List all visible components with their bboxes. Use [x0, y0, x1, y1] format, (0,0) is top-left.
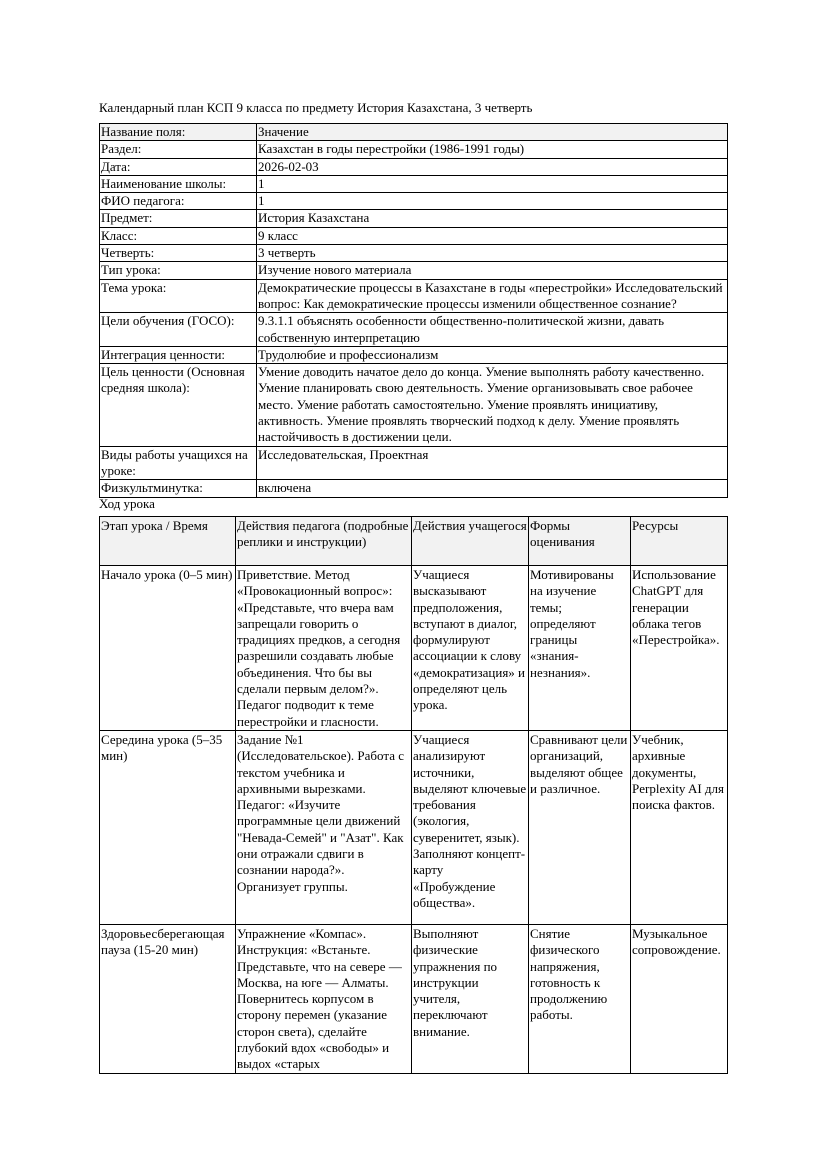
- stage-cell: Середина урока (5–35 мин): [100, 730, 236, 924]
- info-header-row: [100, 124, 728, 141]
- info-field: Наименование школы:: [100, 175, 257, 192]
- lesson-info-table: [99, 123, 728, 498]
- lesson-flow-table: [99, 516, 728, 1074]
- lesson-row-start: [100, 566, 728, 731]
- info-field: Цели обучения (ГОСО):: [100, 313, 257, 347]
- info-field: Виды работы учащихся на уроке:: [100, 446, 257, 480]
- student-actions-cell: Выполняют физические упражнения по инструкции учителя, переключают внимание.: [412, 924, 529, 1073]
- assessment-cell: Мотивированы на изучение темы; определяют границы «знания-незнания».: [529, 566, 631, 731]
- col-resources-header: Ресурсы: [631, 517, 728, 566]
- lesson-row-health-pause: [100, 924, 728, 1073]
- student-actions-cell: Учащиеся анализируют источники, выделяют ключевые требования (экология, суверенитет, язык). Заполняют концепт-карту «Пробуждение общества».: [412, 730, 529, 924]
- assessment-cell: Снятие физического напряжения, готовность к продолжению работы.: [529, 924, 631, 1073]
- resources-cell: Учебник, архивные документы, Perplexity AI для поиска фактов.: [631, 730, 728, 924]
- col-assessment-header: Формы оценивания: [529, 517, 631, 566]
- teacher-actions-cell: Задание №1 (Исследовательское). Работа с текстом учебника и архивными вырезками. Педагог: «Изучите программные цели движений "Невада-Семей" и "Азат". Как они отражали сдвиги в сознании народа?». Организует группы.: [236, 730, 412, 924]
- info-field: Четверть:: [100, 245, 257, 262]
- info-row-topic: [100, 279, 728, 313]
- teacher-actions-cell: Упражнение «Компас». Инструкция: «Встаньте. Представьте, что на севере — Москва, на юге — Алматы. Повернитесь корпусом в сторону перемен (указание сторон света), сделайте глубокий вдох «свободы» и выдох «старых: [236, 924, 412, 1073]
- info-value: 2026-02-03: [257, 158, 728, 175]
- info-row-grade: [100, 227, 728, 244]
- info-field: Цель ценности (Основная средняя школа):: [100, 364, 257, 446]
- info-value: 3 четверть: [257, 245, 728, 262]
- lesson-header-row: [100, 517, 728, 566]
- info-value: 1: [257, 193, 728, 210]
- info-value: Казахстан в годы перестройки (1986-1991 годы): [257, 141, 728, 158]
- info-row-date: [100, 158, 728, 175]
- info-field: ФИО педагога:: [100, 193, 257, 210]
- info-value: 9.3.1.1 объяснять особенности общественно-политической жизни, давать собственную интерпретацию: [257, 313, 728, 347]
- info-value: Умение доводить начатое дело до конца. Умение выполнять работу качественно. Умение планировать свою деятельность. Умение организовывать свое рабочее место. Умение работать самостоятельно. Умение проявлять инициативу, активность. Умение проявлять творческий подход к делу. Умение проявлять настойчивость в достижении цели.: [257, 364, 728, 446]
- document-title: Календарный план КСП 9 класса по предмету История Казахстана, 3 четверть: [99, 100, 533, 115]
- info-row-value-goal: [100, 364, 728, 446]
- col-student-header: Действия учащегося: [412, 517, 529, 566]
- lesson-row-middle: [100, 730, 728, 924]
- col-teacher-header: Действия педагога (подробные реплики и инструкции): [236, 517, 412, 566]
- info-value: Исследовательская, Проектная: [257, 446, 728, 480]
- stage-cell: Здоровьесберегающая пауза (15-20 мин): [100, 924, 236, 1073]
- info-row-quarter: [100, 245, 728, 262]
- info-row-value-integration: [100, 346, 728, 363]
- assessment-cell: Сравнивают цели организаций, выделяют общее и различное.: [529, 730, 631, 924]
- info-field: Дата:: [100, 158, 257, 175]
- student-actions-cell: Учащиеся высказывают предположения, вступают в диалог, формулируют ассоциации к слову «демократизация» и определяют цель урока.: [412, 566, 529, 731]
- col-stage-header: Этап урока / Время: [100, 517, 236, 566]
- info-field: Физкультминутка:: [100, 480, 257, 497]
- info-row-objectives: [100, 313, 728, 347]
- info-value: Трудолюбие и профессионализм: [257, 346, 728, 363]
- info-field: Интеграция ценности:: [100, 346, 257, 363]
- info-header-value: Значение: [257, 124, 728, 141]
- info-row-exercise-break: [100, 480, 728, 497]
- info-row-lesson-type: [100, 262, 728, 279]
- info-value: История Казахстана: [257, 210, 728, 227]
- info-field: Класс:: [100, 227, 257, 244]
- info-row-school: [100, 175, 728, 192]
- resources-cell: Музыкальное сопровождение.: [631, 924, 728, 1073]
- info-value: 1: [257, 175, 728, 192]
- info-value: Изучение нового материала: [257, 262, 728, 279]
- stage-cell: Начало урока (0–5 мин): [100, 566, 236, 731]
- info-row-teacher: [100, 193, 728, 210]
- info-field: Предмет:: [100, 210, 257, 227]
- info-header-field: Название поля:: [100, 124, 257, 141]
- teacher-actions-cell: Приветствие. Метод «Провокационный вопрос»: «Представьте, что вчера вам запрещали говорить о традициях предков, а сегодня разрешили создавать любые объединения. Что бы вы сделали первым делом?». Педагог подводит к теме перестройки и гласности.: [236, 566, 412, 731]
- info-value: включена: [257, 480, 728, 497]
- info-row-section: [100, 141, 728, 158]
- info-row-subject: [100, 210, 728, 227]
- info-field: Раздел:: [100, 141, 257, 158]
- info-field: Тип урока:: [100, 262, 257, 279]
- lesson-flow-title: Ход урока: [99, 496, 155, 511]
- info-value: Демократические процессы в Казахстане в годы «перестройки» Исследовательский вопрос: Как демократические процессы изменили общественное сознание?: [257, 279, 728, 313]
- info-field: Тема урока:: [100, 279, 257, 313]
- info-value: 9 класс: [257, 227, 728, 244]
- resources-cell: Использование ChatGPT для генерации облака тегов «Перестройка».: [631, 566, 728, 731]
- info-row-work-types: [100, 446, 728, 480]
